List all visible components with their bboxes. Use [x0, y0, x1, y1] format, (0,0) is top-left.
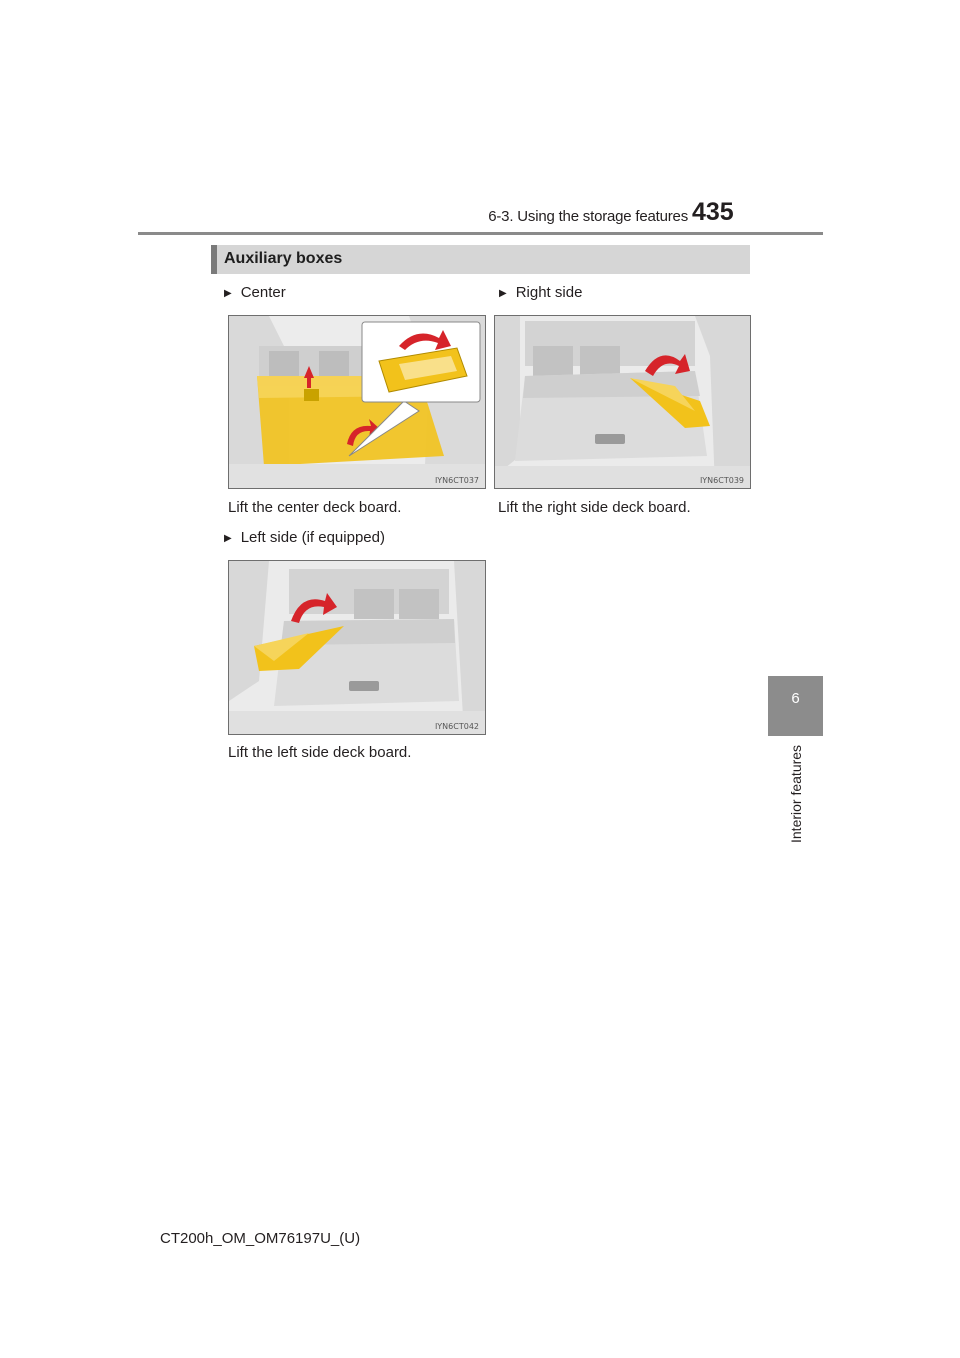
left-side-deck-illustration [229, 561, 485, 734]
document-code: CT200h_OM_OM76197U_(U) [160, 1230, 361, 1247]
page-number: 435 [692, 198, 734, 226]
item-label-text: Right side [515, 284, 583, 301]
section-bar-accent [211, 245, 217, 274]
section-header: 6-3. Using the storage features [488, 208, 688, 225]
triangle-bullet-icon: ▶ [499, 288, 507, 299]
figure-left-side-deck-board [228, 560, 486, 735]
section-title: Auxiliary boxes [224, 250, 343, 267]
figure-code: IYN6CT039 [699, 476, 744, 485]
item-label-center [224, 284, 286, 301]
figure-right-side-deck-board [494, 315, 751, 489]
header-rule [138, 232, 823, 235]
caption-right-side: Lift the right side deck board. [498, 499, 691, 516]
caption-left-side: Lift the left side deck board. [228, 744, 412, 761]
item-label-text: Center [240, 284, 286, 301]
caption-center: Lift the center deck board. [228, 499, 402, 516]
item-label-right-side [499, 284, 582, 301]
right-side-deck-illustration [495, 316, 750, 488]
triangle-bullet-icon: ▶ [224, 288, 232, 299]
triangle-bullet-icon: ▶ [224, 533, 232, 544]
item-label-text: Left side (if equipped) [240, 529, 385, 546]
figure-code: IYN6CT037 [434, 476, 479, 485]
chapter-title: Interior features [788, 744, 804, 843]
center-deck-illustration [229, 316, 485, 488]
item-label-left-side [224, 529, 385, 546]
figure-center-deck-board [228, 315, 486, 489]
chapter-number: 6 [791, 690, 800, 707]
figure-code: IYN6CT042 [434, 722, 479, 731]
